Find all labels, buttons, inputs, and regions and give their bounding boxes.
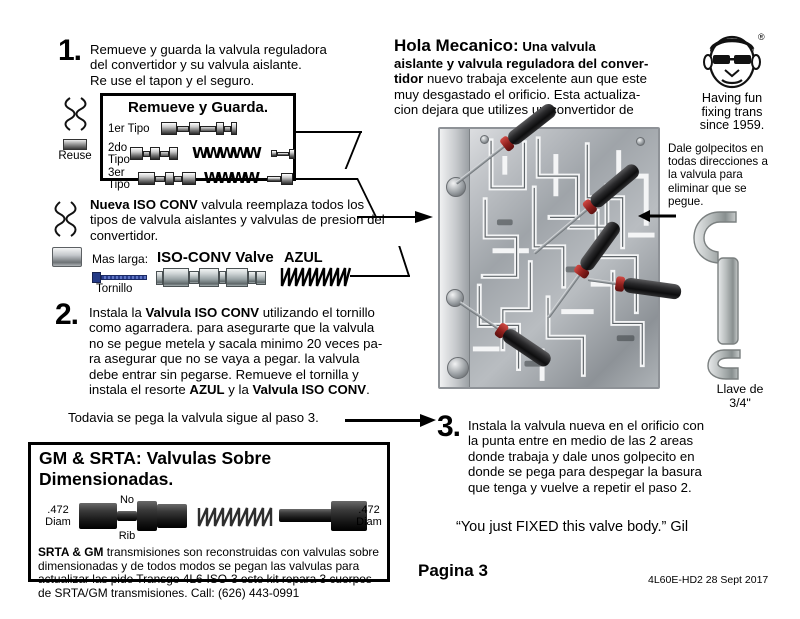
sleeve-icon [52,247,82,267]
logo-caption-line-3: since 1959. [699,118,765,133]
wrench-icon [690,200,776,380]
valve-bore-opening [447,357,469,379]
page-label: Pagina 3 [418,561,488,580]
iso-conv-heading: Nueva ISO CONV [90,197,198,212]
hola-mecanico-block: Hola Mecanico: Una valvula aislante y valvula reguladora del conver- tidor nuevo trabaja excelente aun que este muy desgastado el orificio. Esta actualiza- cion dejara que utilizes un convertidor de [394,36,649,118]
valve-diagram-type-2 [130,147,178,160]
step-3-text: Instala la valvula nueva en el orificio con la punta entre en medio de las 2 areas donde trabaja y dale unos golpecito en donde se pega para despegar la basura que tenga y vuelve a repetir el paso 2. [468,418,705,495]
hola-mecanico-title: Hola Mecanico: [394,36,519,55]
iso-conv-valve-label: ISO-CONV Valve [157,249,274,266]
diam-label-left: .472 Diam [45,504,71,528]
arrow-left-icon [638,208,678,224]
spring-icon: WWWW [203,169,257,187]
valve-land-3 [157,504,187,528]
leader-line [345,131,362,169]
registered-mark: ® [758,32,765,42]
plug-icon [63,139,87,150]
gm-srta-fine-print: SRTA & GM transmisiones son reconstruidas con valvulas sobre dimensionadas y de todos modos se pegan las valvulas para actualizar las pide Transgo 4L6-ISO-3 este kit repara 3 cuerpos de SRTA/GM transmisiones. Call: (626) 443-0991 [38,545,380,600]
step-2-note: Todavia se pega la valvula sigue al paso 3. [68,410,319,425]
tornillo-screw-diagram [92,272,147,283]
leader-line [398,246,410,276]
remueve-y-guarda-box [100,93,296,191]
reuse-label: Reuse [58,150,92,162]
leader-line [296,131,362,133]
valve-type-label: 1er Tipo [108,122,150,135]
table-row [103,141,293,166]
retainer-clip-group-2 [52,200,82,267]
leader-line [345,419,427,422]
closing-quote: “You just FIXED this valve body.” Gil [456,519,689,535]
arrow-head-icon [415,210,437,224]
diam-label-right: .472 Diam [356,504,382,528]
retainer-clip-icon [52,200,78,244]
bolt-hole [480,135,489,144]
rib-label: Rib [118,530,136,542]
table-row [103,116,293,141]
brand-logo [684,24,780,133]
valve-diagram-type-1 [161,122,237,135]
plug-diagram [271,149,295,159]
document-id: 4L60E-HD2 28 Sept 2017 [648,574,769,586]
wrench-tool [690,200,776,385]
tornillo-label: Tornillo [96,283,133,295]
leader-line [296,178,358,180]
logo-caption-line-1: Having fun [701,91,763,105]
reuse-clip-group [52,96,98,162]
table-row [103,166,293,191]
screw-head-icon [92,272,101,283]
step-1-number: 1. [58,34,82,67]
valve-diagram-type-3 [138,172,196,185]
valve-body-photo [438,127,660,389]
retainer-clip-icon [62,96,88,138]
valve-body-mounting-edge [440,129,470,387]
valve-land-2 [137,501,157,531]
mas-larga-label: Mas larga: [92,252,149,266]
gm-srta-title: GM & SRTA: Valvulas Sobre Dimensionadas. [39,448,272,489]
remueve-box-title: Remueve y Guarda. [127,99,269,116]
oversized-valve-diagram [31,490,387,546]
iso-conv-description: Nueva ISO CONV valvula reemplaza todos los tipos de valvula aislantes y valvulas de presion del convertidor. [90,197,385,243]
leader-line [350,275,410,277]
step-2-text: Instala la Valvula ISO CONV utilizando el tornillo como agarradera. para asegurarte que la valvula no se pegue metela y sacala minimo 20 veces pa- ra asegurar que no se vaya a pegar. la valvula debe entrar sin pegarse. Remueve el tornilla y instala el resorte AZUL y la Valvula ISO CONV. [89,305,383,398]
iso-conv-valve-diagram [156,268,266,287]
bolt-hole [636,137,645,146]
valve-type-label: 2do Tipo [108,141,130,166]
gm-srta-box [28,442,390,600]
step-3-number: 3. [437,410,461,443]
no-label: No [119,494,135,506]
spring-icon [197,504,275,535]
wrench-size-label: Llave de 3/4" [716,382,764,410]
step-1-text: Remueve y guarda la valvula reguladora del convertidor y su valvula aislante. Re use el tapon y el seguro. [90,42,327,88]
logo-caption-line-2: fixing trans [701,104,763,119]
azul-spring-icon [280,266,352,293]
azul-spring-label: AZUL [284,250,323,266]
wrench-callout-text: Dale golpecitos en todas direcciones a la valvula para eliminar que se pegue. [668,142,768,208]
valve-stem-1 [117,511,137,521]
valve-land-1 [79,503,117,529]
valve-type-label: 3er Tipo [108,166,130,191]
screw-shaft-icon [101,275,147,280]
spring-icon: WWWWW [191,144,259,162]
plug-diagram [267,173,293,185]
step-2-number: 2. [55,298,79,331]
